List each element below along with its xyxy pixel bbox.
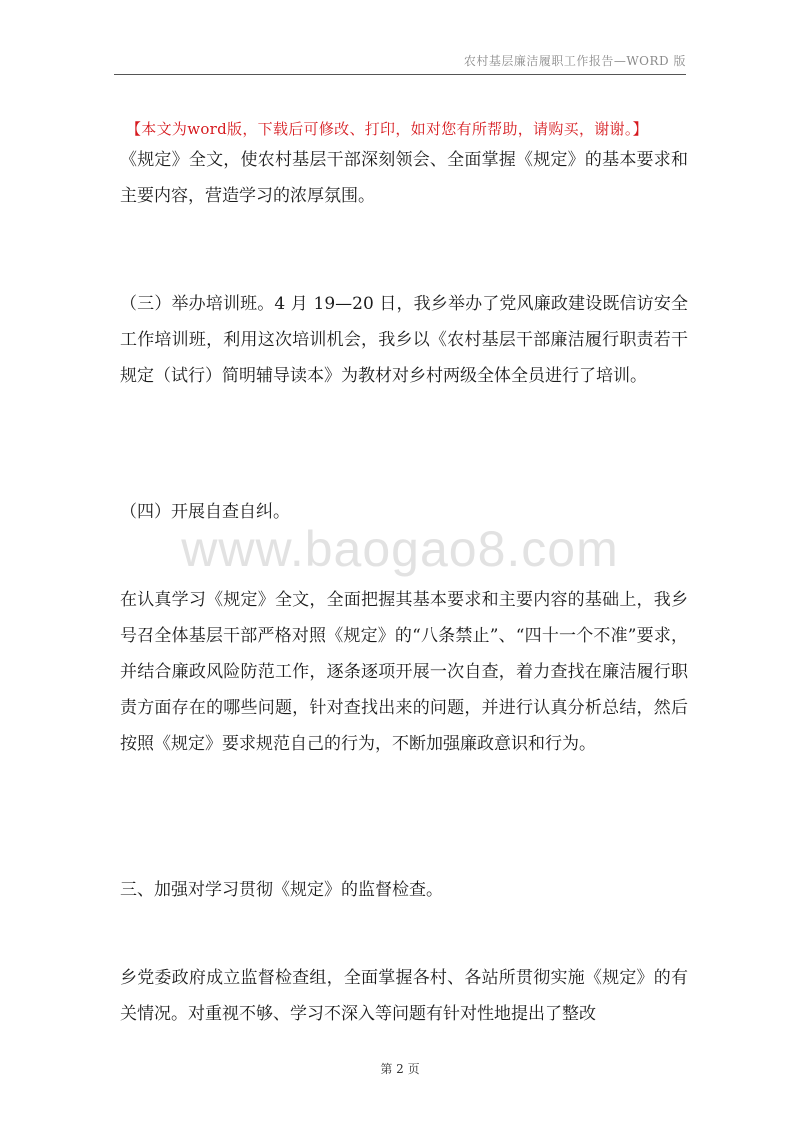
- body-paragraph: 乡党委政府成立监督检查组，全面掌握各村、各站所贯彻实施《规定》的有关情况。对重视不够、学习不深入等问题有针对性地提出了整改: [120, 968, 688, 1024]
- section-heading-supervision: [120, 872, 688, 908]
- purchase-notice: 【本文为word版，下载后可修改、打印，如对您有所帮助，请购买，谢谢。】: [126, 120, 648, 138]
- header-divider: [114, 74, 686, 75]
- body-paragraph: 《规定》全文，使农村基层干部深刻领会、全面掌握《规定》的基本要求和主要内容，营造学习的浓厚氛围。: [120, 150, 688, 206]
- paragraph-self-inspection: [120, 582, 688, 762]
- running-header: 农村基层廉洁履职工作报告—WORD 版: [463, 54, 686, 68]
- section-heading-self-inspection: [120, 494, 688, 530]
- page-number: 第 2 页: [380, 1062, 420, 1076]
- paragraph-training-class: [120, 286, 688, 394]
- section-heading: 三、加强对学习贯彻《规定》的监督检查。: [120, 880, 443, 900]
- section-heading: （四）开展自查自纠。: [120, 502, 290, 522]
- paragraph-intro-continuation: [120, 142, 688, 214]
- body-paragraph: （三）举办培训班。4 月 19—20 日，我乡举办了党风廉政建设既信访安全工作培训班，利用这次培训机会，我乡以《农村基层干部廉洁履行职责若干规定（试行）简明辅导读本》为教材对乡村两级全体全员进行了培训。: [120, 294, 688, 386]
- body-paragraph: 在认真学习《规定》全文，全面把握其基本要求和主要内容的基础上，我乡号召全体基层干部严格对照《规定》的“八条禁止”、“四十一个不准”要求，并结合廉政风险防范工作，逐条逐项开展一次自查，着力查找在廉洁履行职责方面存在的哪些问题，针对查找出来的问题，并进行认真分析总结，然后按照《规定》要求规范自己的行为，不断加强廉政意识和行为。: [120, 590, 688, 754]
- watermark-text: www.baogao8.com: [181, 521, 619, 577]
- paragraph-supervision: [120, 960, 688, 1032]
